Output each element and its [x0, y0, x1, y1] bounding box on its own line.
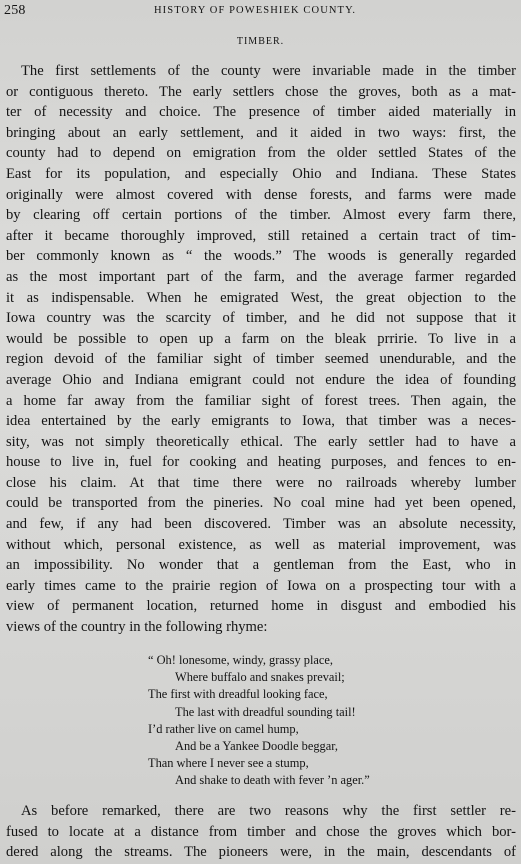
text-line: view of permanent location, returned home in disgust and embodied his	[6, 598, 516, 615]
rhyme-quotation	[148, 652, 448, 790]
text-line: an impossibility. No wonder that a gentleman from the East, who in	[6, 557, 516, 574]
poem-line: And shake to death with fever ’n ager.”	[175, 773, 370, 788]
text-line: Iowa country was the scarcity of timber, and he did not suppose that it	[6, 310, 516, 327]
text-line: sity, was not simply theoretically ethical. The early settler had to have a	[6, 433, 516, 450]
text-line: it as indispensable. When he emigrated West, the great objection to the	[6, 289, 516, 306]
text-line: house to live in, fuel for cooking and heating purposes, and fences to en-	[6, 454, 516, 471]
text-line: average Ohio and Indiana emigrant could not endure the idea of founding	[6, 371, 516, 388]
text-line: without which, personal existence, as well as material improvement, was	[6, 536, 516, 553]
text-line: The first settlements of the county were invariable made in the timber	[21, 63, 516, 79]
text-line: East for its population, and especially Ohio and Indiana. These States	[6, 165, 516, 182]
text-line: as the most important part of the farm, and the average farmer regarded	[6, 268, 516, 285]
text-line: close his claim. At that time there were no railroads whereby lumber	[6, 474, 516, 491]
paragraph-timber	[6, 61, 516, 638]
text-line: ter of necessity and choice. The presence of timber aided materially in	[6, 104, 516, 121]
section-title: TIMBER.	[236, 36, 285, 47]
text-line: early times came to the prairie region of Iowa on a prospecting tour with a	[6, 577, 516, 594]
text-line: bringing about an early settlement, and it aided in two ways: first, the	[6, 124, 516, 141]
text-line: after it became thoroughly improved, still retained a certain tract of tim-	[6, 227, 516, 244]
poem-line: “ Oh! lonesome, windy, grassy place,	[148, 653, 334, 667]
text-line: region devoid of the familiar sight of timber seemed unendurable, and the	[6, 351, 516, 368]
poem-line: Where buffalo and snakes prevail;	[175, 670, 345, 685]
poem-line: I’d rather live on camel hump,	[148, 721, 299, 736]
text-line: ber commonly known as “ the woods.” The woods is generally regarded	[6, 248, 516, 265]
poem-line: And be a Yankee Doodle beggar,	[175, 738, 338, 753]
text-line: fused to locate at a distance from timber and chose the groves which bor-	[6, 823, 516, 840]
poem-line: Than where I never see a stump,	[148, 756, 309, 771]
running-head: HISTORY OF POWESHIEK COUNTY.	[154, 5, 357, 16]
poem-line: The last with dreadful sounding tail!	[175, 704, 356, 719]
text-line: could be transported from the pineries. No coal mine had yet been opened,	[6, 495, 516, 512]
text-line: by clearing off certain portions of the timber. Almost every farm there,	[6, 207, 516, 224]
page-header	[4, 3, 516, 19]
text-line: and few, if any had been discovered. Timber was an absolute necessity,	[6, 516, 516, 533]
page-number: 258	[4, 3, 26, 18]
text-line: would be possible to open up a farm on the bleak prririe. To live in a	[6, 330, 516, 347]
paragraph-reasons	[6, 801, 516, 863]
text-line: As before remarked, there are two reasons why the first settler re-	[21, 803, 516, 819]
text-line: or contiguous thereto. The early settlers chose the groves, both as a mat-	[6, 83, 516, 100]
text-line: views of the country in the following rhyme:	[6, 619, 268, 636]
text-line: idea entertained by the early emigrants to Iowa, that timber was a neces-	[6, 413, 516, 430]
text-line: originally were almost covered with dense forests, and farms were made	[6, 186, 516, 203]
text-line: county had to depend on emigration from the older settled States of the	[6, 145, 516, 162]
poem-line: The first with dreadful looking face,	[148, 687, 328, 702]
text-line: dered along the streams. The pioneers were, in the main, descendants of	[6, 844, 516, 861]
text-line: a home far away from the familiar sight of forest trees. Then again, the	[6, 392, 516, 409]
